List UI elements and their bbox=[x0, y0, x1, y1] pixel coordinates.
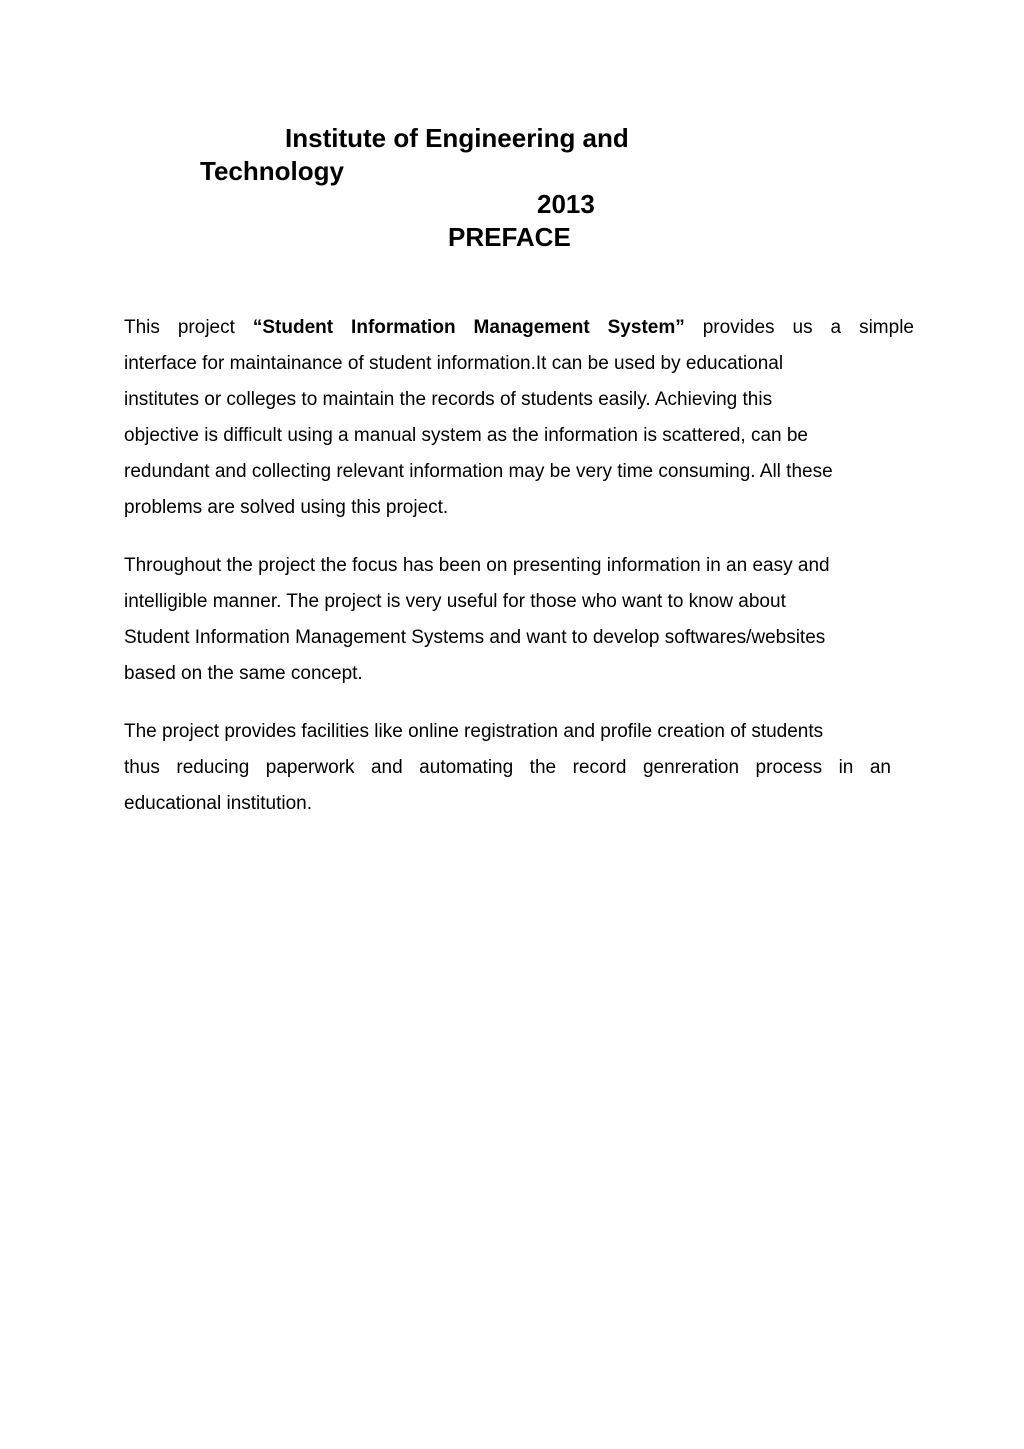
document-year: 2013 bbox=[537, 189, 595, 219]
institute-name-line2: Technology bbox=[200, 156, 344, 186]
paragraph-line: intelligible manner. The project is very useful for those who want to know about bbox=[124, 591, 786, 612]
preface-paragraph-2 bbox=[124, 548, 914, 692]
paragraph-line: redundant and collecting relevant information may be very time consuming. All these bbox=[124, 461, 833, 482]
paragraph-line: Student Information Management Systems and want to develop softwares/websites bbox=[124, 627, 826, 648]
paragraph-line: institutes or colleges to maintain the records of students easily. Achieving this bbox=[124, 389, 773, 410]
preface-paragraph-1 bbox=[124, 310, 914, 526]
institute-name-line1: Institute of Engineering and bbox=[285, 123, 629, 153]
paragraph-line: The project provides facilities like online registration and profile creation of students bbox=[124, 721, 824, 742]
paragraph-line: thus reducing paperwork and automating the record genreration process in an bbox=[124, 757, 891, 778]
paragraph-text: provides us a simple bbox=[684, 317, 914, 338]
paragraph-line: objective is difficult using a manual system as the information is scattered, can be bbox=[124, 425, 808, 446]
paragraph-text: This project bbox=[124, 317, 253, 338]
paragraph-line: based on the same concept. bbox=[124, 663, 363, 684]
section-title: PREFACE bbox=[448, 222, 571, 252]
paragraph-line: problems are solved using this project. bbox=[124, 497, 449, 518]
preface-paragraph-3 bbox=[124, 714, 891, 822]
paragraph-line: educational institution. bbox=[124, 793, 313, 814]
paragraph-line: Throughout the project the focus has been on presenting information in an easy and bbox=[124, 555, 830, 576]
project-name: “Student Information Management System” bbox=[252, 317, 685, 338]
paragraph-line bbox=[124, 310, 914, 346]
paragraph-line: interface for maintainance of student information.It can be used by educational bbox=[124, 353, 784, 374]
